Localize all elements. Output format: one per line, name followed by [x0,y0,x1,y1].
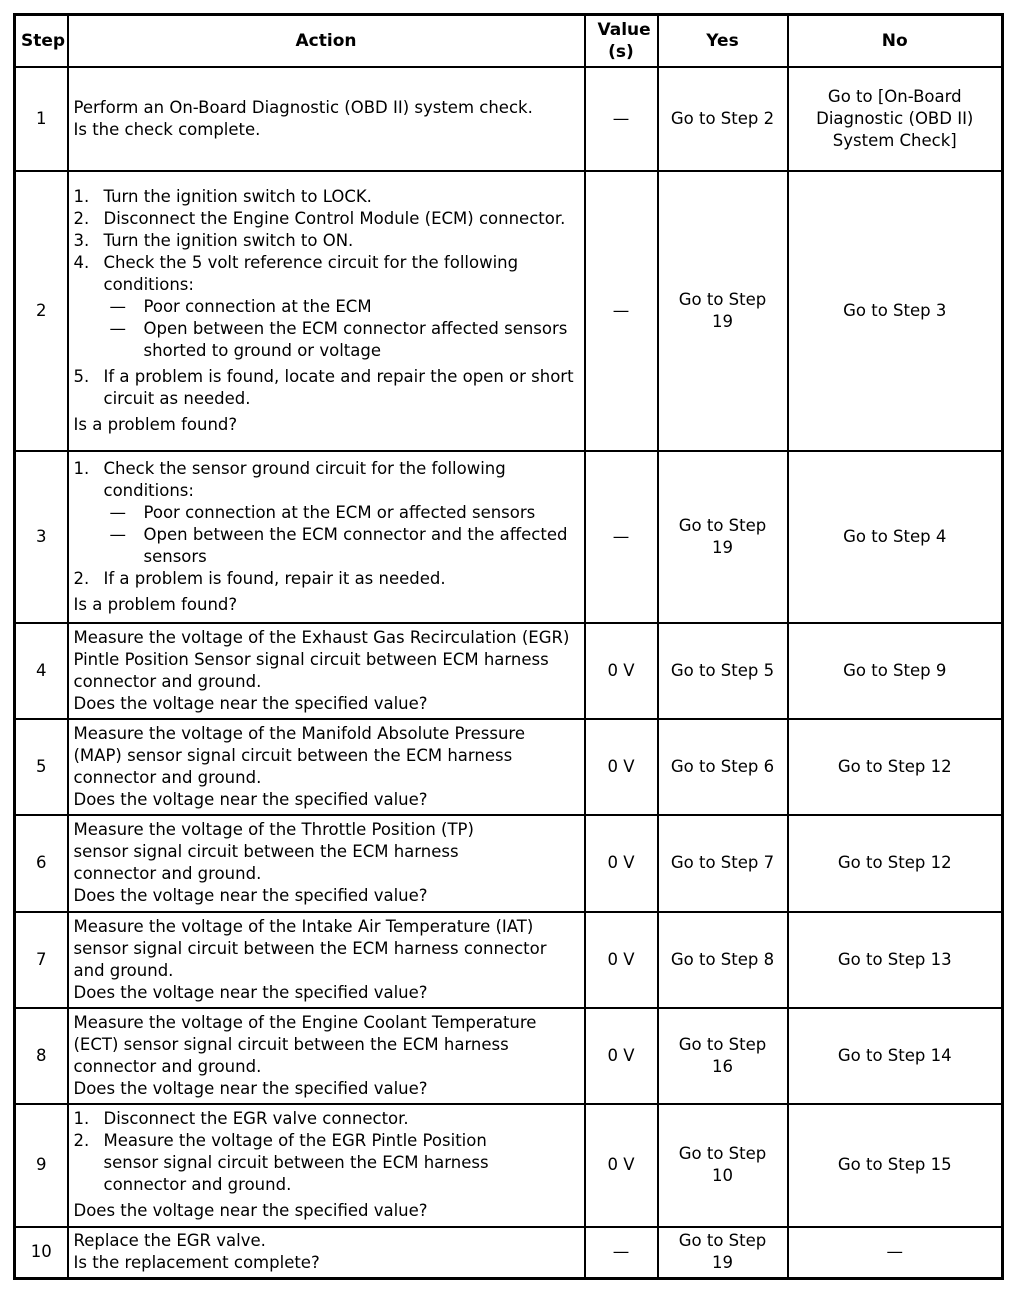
action-text: Measure the voltage of the Intake Air Temperature (IAT) sensor signal circuit between the ECM harness connector and ground. [73,916,547,980]
action-cell [68,815,585,912]
list-text: If a problem is found, repair it as needed. [103,568,446,588]
value-cell: 0 V [585,623,658,719]
value-cell: — [585,1227,658,1279]
list-item [74,1108,579,1130]
action-cell [68,451,585,623]
yes-cell: Go to Step 6 [658,719,788,815]
sub-text: Open between the ECM connector and the affected sensors [143,524,568,566]
value-cell: 0 V [585,912,658,1008]
action-text: Perform an On-Board Diagnostic (OBD II) system check. [73,97,533,117]
table-row [15,623,1003,719]
no-cell: Go to Step 15 [788,1104,1003,1227]
list-text: Turn the ignition switch to ON. [103,230,354,250]
no-cell: Go to Step 3 [788,171,1003,451]
sub-item [74,318,579,362]
action-question: Is the check complete. [73,119,261,139]
action-text: Measure the voltage of the Throttle Position (TP) sensor signal circuit between the ECM harness connector and ground. [73,820,474,883]
table-row [15,719,1003,815]
list-number: 1. [73,186,90,206]
list-item [74,252,579,296]
list-text: Check the 5 volt reference circuit for the following conditions: [103,252,519,294]
table-row [15,67,1003,171]
header-action: Action [68,15,585,67]
list-item [74,458,579,502]
value-cell: — [585,171,658,451]
list-text: Turn the ignition switch to LOCK. [103,186,372,206]
no-cell: Go to Step 13 [788,912,1003,1008]
table-row [15,1104,1003,1227]
action-question: Does the voltage near the specified value? [73,693,428,713]
dash-marker: — [109,318,126,338]
value-cell: — [585,67,658,171]
no-cell: — [788,1227,1003,1279]
table-row [15,171,1003,451]
table-row [15,1008,1003,1104]
table-row [15,451,1003,623]
list-number: 4. [73,252,90,272]
sub-text: Poor connection at the ECM [143,296,372,316]
list-text: Disconnect the EGR valve connector. [103,1109,409,1128]
diagnostic-table [13,13,1004,1280]
yes-cell: Go to Step 19 [658,1227,788,1279]
yes-cell: Go to Step 8 [658,912,788,1008]
list-item [74,568,579,590]
list-number: 1. [73,1109,90,1128]
list-number: 2. [73,1131,90,1150]
list-item [74,1130,579,1196]
yes-cell: Go to Step 7 [658,815,788,912]
sub-item [74,296,579,318]
list-text: Disconnect the Engine Control Module (ECM) connector. [103,208,566,228]
yes-cell: Go to Step 10 [658,1104,788,1227]
sub-text: Open between the ECM connector affected sensors shorted to ground or voltage [143,318,568,360]
list-item [74,366,579,410]
action-question: Does the voltage near the specified value? [73,982,428,1002]
action-text: Measure the voltage of the Exhaust Gas Recirculation (EGR) Pintle Position Sensor signal circuit between ECM harness connector and ground. [73,627,570,691]
step-number: 6 [15,815,68,912]
table-row [15,815,1003,912]
action-text: Measure the voltage of the Engine Coolant Temperature (ECT) sensor signal circuit between the ECM harness connector and ground. [73,1012,537,1076]
value-cell: 0 V [585,815,658,912]
action-question: Does the voltage near the specified value? [73,886,428,905]
action-question: Does the voltage near the specified value? [73,1201,428,1220]
sub-item [74,502,579,524]
value-cell: — [585,451,658,623]
dash-marker: — [109,296,126,316]
list-number: 2. [73,568,90,588]
step-number: 10 [15,1227,68,1279]
action-text: Replace the EGR valve. [73,1231,266,1251]
no-cell: Go to Step 12 [788,719,1003,815]
header-row [15,15,1003,67]
yes-cell: Go to Step 5 [658,623,788,719]
step-number: 7 [15,912,68,1008]
value-cell: 0 V [585,1008,658,1104]
header-yes: Yes [658,15,788,67]
step-number: 3 [15,451,68,623]
action-cell [68,1008,585,1104]
no-cell: Go to Step 14 [788,1008,1003,1104]
step-number: 8 [15,1008,68,1104]
list-text: If a problem is found, locate and repair the open or short circuit as needed. [103,366,574,408]
list-text: Measure the voltage of the EGR Pintle Position sensor signal circuit between the ECM harness connector and ground. [103,1131,489,1194]
value-cell: 0 V [585,1104,658,1227]
yes-cell: Go to Step 19 [658,451,788,623]
list-number: 3. [73,230,90,250]
dash-marker: — [109,524,126,544]
action-cell [68,171,585,451]
list-item [74,230,579,252]
action-cell [68,67,585,171]
step-number: 5 [15,719,68,815]
action-question: Is a problem found? [73,594,238,614]
action-cell [68,719,585,815]
yes-cell: Go to Step 19 [658,171,788,451]
value-cell: 0 V [585,719,658,815]
dash-marker: — [109,502,126,522]
step-number: 1 [15,67,68,171]
table-row [15,912,1003,1008]
table-row [15,1227,1003,1279]
action-question: Does the voltage near the specified value? [73,789,428,809]
action-question: Is the replacement complete? [73,1253,320,1273]
list-number: 5. [73,366,90,386]
list-number: 1. [73,458,90,478]
step-number: 9 [15,1104,68,1227]
header-value: Value (s) [585,15,658,67]
no-cell: Go to [On-Board Diagnostic (OBD II) System Check] [788,67,1003,171]
action-cell [68,623,585,719]
action-cell [68,1227,585,1279]
header-no: No [788,15,1003,67]
step-number: 4 [15,623,68,719]
step-number: 2 [15,171,68,451]
action-cell [68,1104,585,1227]
action-question: Does the voltage near the specified value? [73,1078,428,1098]
sub-text: Poor connection at the ECM or affected sensors [143,502,536,522]
yes-cell: Go to Step 16 [658,1008,788,1104]
sub-item [74,524,579,568]
list-item [74,186,579,208]
action-text: Measure the voltage of the Manifold Absolute Pressure (MAP) sensor signal circuit between the ECM harness connector and ground. [73,723,525,787]
no-cell: Go to Step 12 [788,815,1003,912]
action-cell [68,912,585,1008]
yes-cell: Go to Step 2 [658,67,788,171]
no-cell: Go to Step 9 [788,623,1003,719]
list-number: 2. [73,208,90,228]
no-cell: Go to Step 4 [788,451,1003,623]
list-text: Check the sensor ground circuit for the following conditions: [103,458,506,500]
list-item [74,208,579,230]
header-step: Step [15,15,68,67]
action-question: Is a problem found? [73,414,238,434]
